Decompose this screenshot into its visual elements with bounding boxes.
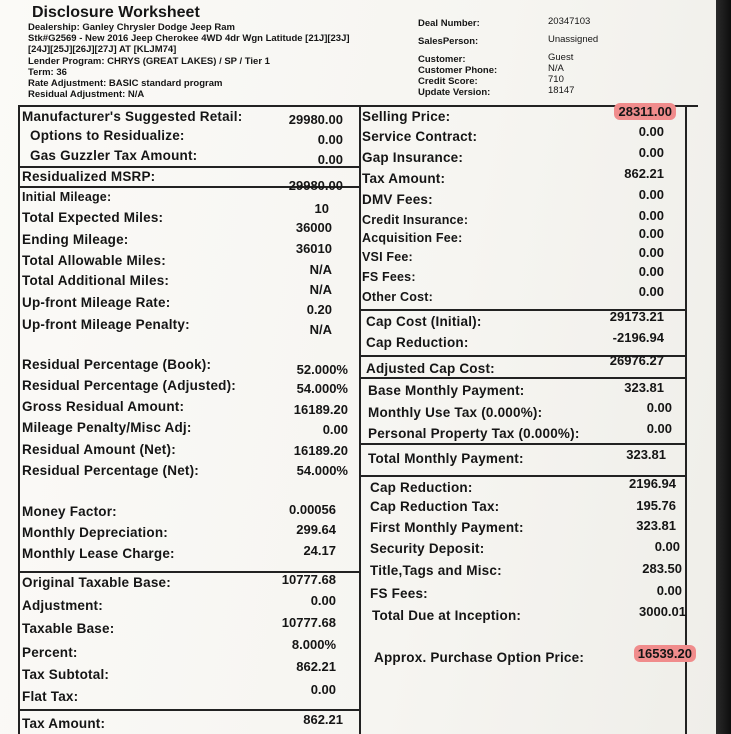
residual-adjusted-value: 54.000% [296,381,348,396]
table-top-border [18,105,698,107]
update-version-value: 18147 [548,85,575,96]
monthly-use-tax-value: 0.00 [646,400,672,415]
other-cost-value: 0.00 [638,284,664,299]
cap-reduction-2-value: 2196.94 [629,476,676,491]
adjustment-label: Adjustment: [22,598,103,613]
gas-guzzler-value: 0.00 [317,152,343,167]
total-monthly-value: 323.81 [626,447,666,462]
money-factor-label: Money Factor: [22,504,117,519]
credit-insurance-label: Credit Insurance: [362,213,469,227]
tax-amount-right-label: Tax Amount: [362,171,446,186]
original-taxable-value: 10777.68 [281,572,336,587]
residual-book-label: Residual Percentage (Book): [22,357,212,372]
acquisition-fee-label: Acquisition Fee: [362,231,463,245]
cap-reduction-label: Cap Reduction: [366,335,469,350]
customer-phone-value: N/A [548,63,564,74]
security-deposit-value: 0.00 [654,539,680,554]
cap-cost-initial-value: 29173.21 [609,309,664,324]
monthly-depreciation-value: 299.64 [296,522,336,537]
taxable-base-value: 10777.68 [281,615,336,630]
tax-amount-right-value: 862.21 [624,166,664,181]
customer-phone-label: Customer Phone: [418,65,498,76]
flat-tax-label: Flat Tax: [22,689,79,704]
residual-pct-net-label: Residual Percentage (Net): [22,463,199,478]
tax-subtotal-value: 862.21 [296,659,336,674]
gross-residual-label: Gross Residual Amount: [22,399,185,414]
residual-pct-net-value: 54.000% [296,463,348,478]
table-edge-background [716,0,731,734]
title-tags-value: 283.50 [642,561,682,576]
customer-label: Customer: [418,54,466,65]
fs-fees-2-value: 0.00 [656,583,682,598]
upfront-penalty-label: Up-front Mileage Penalty: [22,317,190,332]
credit-insurance-value: 0.00 [638,208,664,223]
residual-net-label: Residual Amount (Net): [22,442,176,457]
base-monthly-label: Base Monthly Payment: [368,383,525,398]
title-tags-label: Title,Tags and Misc: [370,563,502,578]
initial-mileage-label: Initial Mileage: [22,190,112,204]
upfront-penalty-value: N/A [309,322,332,337]
cap-reduction-value: -2196.94 [612,330,664,345]
ending-mileage-label: Ending Mileage: [22,232,129,247]
dealership-line: Dealership: Ganley Chrysler Dodge Jeep Ram [28,22,235,33]
total-due-value: 3000.01 [639,604,686,619]
base-monthly-value: 323.81 [624,380,664,395]
ending-mileage-value: 36010 [295,241,332,256]
upfront-rate-value: 0.20 [306,302,332,317]
residual-net-value: 16189.20 [293,443,348,458]
update-version-label: Update Version: [418,87,491,98]
service-contract-label: Service Contract: [362,129,478,144]
original-taxable-label: Original Taxable Base: [22,575,171,590]
cap-cost-initial-label: Cap Cost (Initial): [366,314,482,329]
money-factor-value: 0.00056 [289,502,336,517]
purchase-option-highlight: 16539.20 [634,645,696,662]
left-section-divider-4 [18,709,360,711]
residual-adjusted-label: Residual Percentage (Adjusted): [22,378,236,393]
monthly-depreciation-label: Monthly Depreciation: [22,525,168,540]
personal-property-tax-value: 0.00 [646,421,672,436]
selling-price-highlight: 28311.00 [614,103,676,120]
fs-fees-label: FS Fees: [362,270,416,284]
cap-reduction-tax-label: Cap Reduction Tax: [370,499,500,514]
cap-reduction-2-label: Cap Reduction: [370,480,473,495]
rate-adjustment-line: Rate Adjustment: BASIC standard program [28,78,223,90]
right-section-divider-3 [360,377,686,379]
monthly-lease-charge-value: 24.17 [303,543,336,558]
monthly-use-tax-label: Monthly Use Tax (0.000%): [368,405,543,420]
purchase-option-label: Approx. Purchase Option Price: [374,650,585,665]
total-allowable-value: N/A [309,262,332,277]
adjustment-value: 0.00 [310,593,336,608]
upfront-rate-label: Up-front Mileage Rate: [22,295,171,310]
first-monthly-value: 323.81 [636,518,676,533]
other-cost-label: Other Cost: [362,290,433,304]
selling-price-value [614,104,676,119]
gap-insurance-label: Gap Insurance: [362,150,464,165]
tax-subtotal-label: Tax Subtotal: [22,667,110,682]
term-line: Term: 36 [28,66,67,78]
taxable-base-label: Taxable Base: [22,621,115,636]
left-section-divider-1 [18,166,360,168]
right-section-divider-4 [360,443,686,445]
page-title: Disclosure Worksheet [32,4,200,21]
fs-fees-value: 0.00 [638,264,664,279]
mileage-misc-value: 0.00 [322,422,348,437]
dmv-fees-label: DMV Fees: [362,192,433,207]
tax-amount-left-label: Tax Amount: [22,716,106,731]
customer-value: Guest [548,52,574,63]
adjusted-cap-cost-label: Adjusted Cap Cost: [366,361,495,376]
total-expected-label: Total Expected Miles: [22,210,164,225]
msrp-value: 29980.00 [288,112,343,127]
residualized-msrp-value: 29980.00 [288,178,343,193]
fs-fees-2-label: FS Fees: [370,586,428,601]
options-residualize-label: Options to Residualize: [30,128,185,143]
cap-reduction-tax-value: 195.76 [636,498,676,513]
total-due-label: Total Due at Inception: [372,608,522,623]
gas-guzzler-label: Gas Guzzler Tax Amount: [30,148,198,163]
salesperson-label: SalesPerson: [418,36,479,47]
credit-score-value: 710 [548,74,564,85]
selling-price-label: Selling Price: [362,109,451,124]
mileage-misc-label: Mileage Penalty/Misc Adj: [22,420,192,435]
total-monthly-label: Total Monthly Payment: [368,451,524,466]
flat-tax-value: 0.00 [310,682,336,697]
salesperson-value: Unassigned [548,34,599,45]
options-line: [24J][25J][26J][27J] AT [KLJM74] [28,44,177,56]
purchase-option-value [634,646,696,661]
msrp-label: Manufacturer's Suggested Retail: [22,109,243,124]
total-allowable-label: Total Allowable Miles: [22,253,166,268]
percent-label: Percent: [22,645,78,660]
acquisition-fee-value: 0.00 [638,226,664,241]
residual-adjustment-line: Residual Adjustment: N/A [28,89,145,101]
total-additional-value: N/A [309,282,332,297]
service-contract-value: 0.00 [638,124,664,139]
vsi-fee-value: 0.00 [638,245,664,260]
deal-number-label: Deal Number: [418,18,480,29]
security-deposit-label: Security Deposit: [370,541,485,556]
table-right-border [685,105,687,734]
dmv-fees-value: 0.00 [638,187,664,202]
credit-score-label: Credit Score: [418,76,478,87]
adjusted-cap-cost-value: 26976.27 [609,353,664,368]
table-center-divider [359,105,361,734]
monthly-lease-charge-label: Monthly Lease Charge: [22,546,175,561]
stock-line: Stk#G2569 - New 2016 Jeep Cherokee 4WD 4dr Wgn Latitude [21J][23J] [28,33,350,45]
gross-residual-value: 16189.20 [293,402,348,417]
first-monthly-label: First Monthly Payment: [370,520,524,535]
tax-amount-left-value: 862.21 [303,712,343,727]
vsi-fee-label: VSI Fee: [362,250,413,264]
personal-property-tax-label: Personal Property Tax (0.000%): [368,426,580,441]
initial-mileage-value: 10 [314,201,329,216]
lender-line: Lender Program: CHRYS (GREAT LAKES) / SP / Tier 1 [28,55,270,67]
gap-insurance-value: 0.00 [638,145,664,160]
residualized-msrp-label: Residualized MSRP: [22,169,156,184]
table-left-border [18,105,20,734]
options-residualize-value: 0.00 [317,132,343,147]
residual-book-value: 52.000% [296,362,348,377]
total-expected-value: 36000 [295,220,332,235]
deal-header [28,22,350,100]
total-additional-label: Total Additional Miles: [22,273,170,288]
deal-number-value: 20347103 [548,16,591,27]
percent-value: 8.000% [291,637,336,652]
